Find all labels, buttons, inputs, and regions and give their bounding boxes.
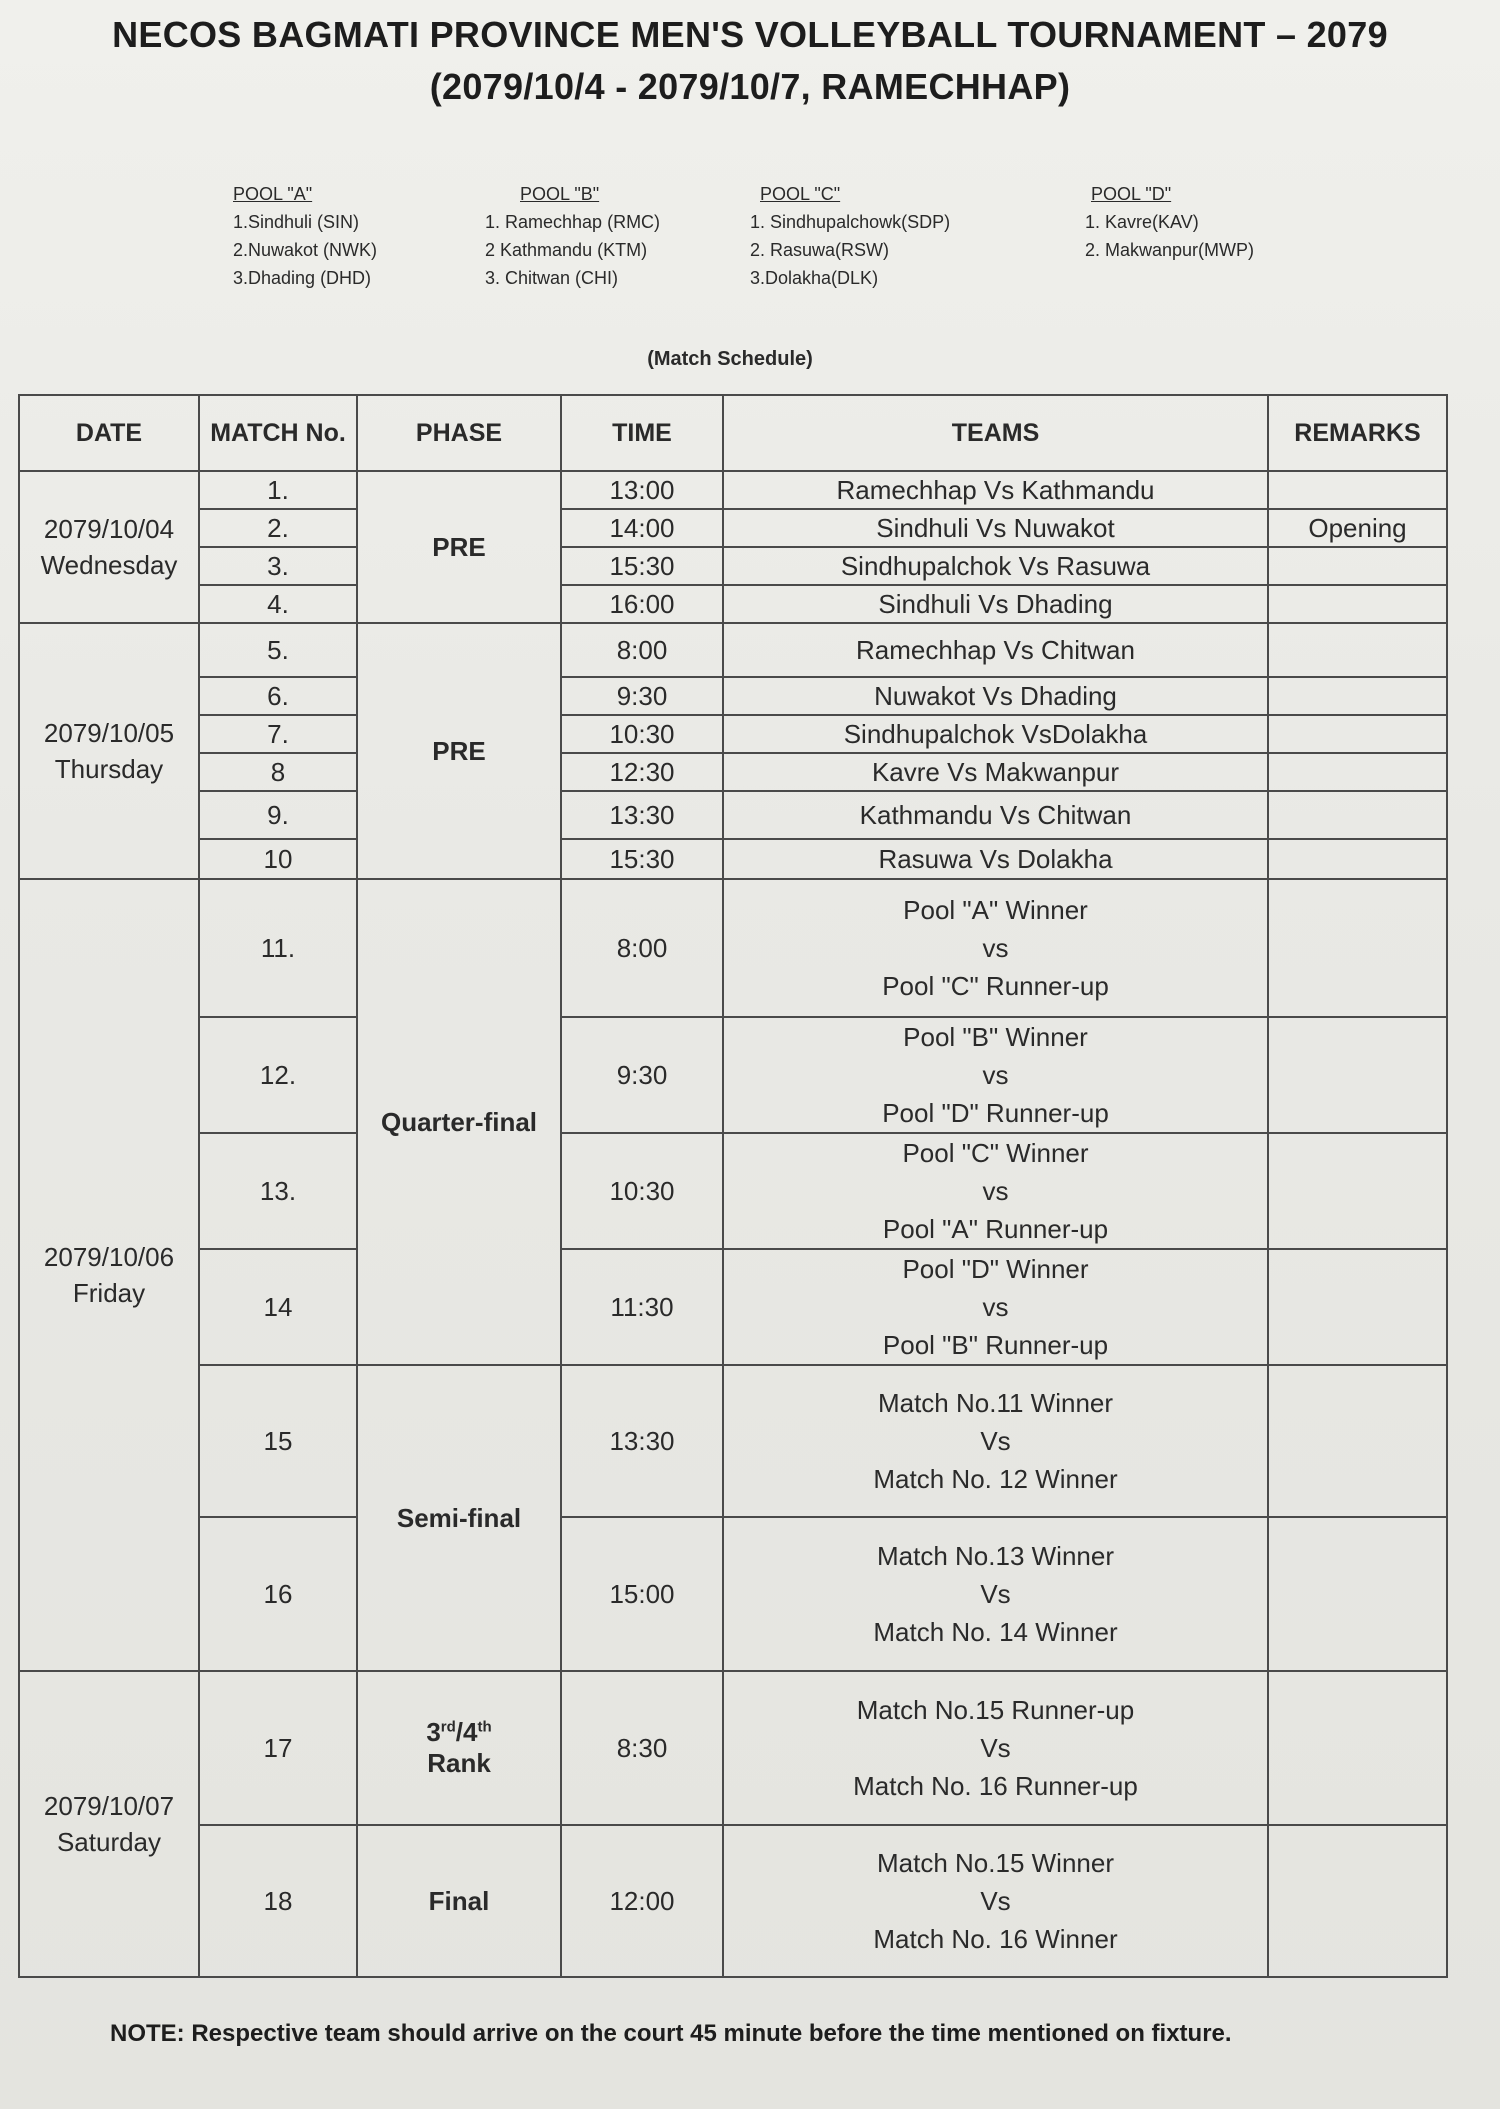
team-1: Match No.15 Runner-up: [856, 1695, 1135, 1725]
match-remarks: [1268, 791, 1447, 839]
match-teams: Sindhuli Vs Nuwakot: [723, 509, 1268, 547]
weekday-text: Saturday: [56, 1827, 162, 1857]
match-time: 13:30: [561, 791, 723, 839]
rank-word: Rank: [427, 1748, 491, 1778]
match-teams: Sindhupalchok Vs Rasuwa: [723, 547, 1268, 585]
header-teams: TEAMS: [723, 395, 1268, 471]
table-row: [19, 839, 1447, 879]
match-remarks: [1268, 1133, 1447, 1249]
match-remarks: [1268, 1365, 1447, 1517]
footer-note: NOTE: Respective team should arrive on the court 45 minute before the time mentioned on fixture.: [110, 2020, 1232, 2047]
vs-label: Vs: [980, 1579, 1011, 1609]
pool-team: 2.Nuwakot (NWK): [233, 240, 378, 260]
match-no: 2.: [199, 509, 357, 547]
team-2: Match No. 16 Winner: [873, 1924, 1118, 1954]
match-time: 10:30: [561, 715, 723, 753]
pool-team: 2. Makwanpur(MWP): [1085, 240, 1255, 260]
pool-team: 3.Dhading (DHD): [233, 268, 372, 288]
table-row: [19, 623, 1447, 677]
match-teams: [723, 1133, 1268, 1249]
match-teams: Kavre Vs Makwanpur: [723, 753, 1268, 791]
match-remarks: [1268, 753, 1447, 791]
match-time: 8:00: [561, 623, 723, 677]
match-teams: [723, 1825, 1268, 1977]
table-row: [19, 1671, 1447, 1825]
match-teams: [723, 1365, 1268, 1517]
match-remarks: [1268, 623, 1447, 677]
match-no: 7.: [199, 715, 357, 753]
table-row: [19, 585, 1447, 623]
header-time: TIME: [561, 395, 723, 471]
document-subtitle: (2079/10/4 - 2079/10/7, RAMECHHAP): [429, 66, 1071, 107]
pool-b: [485, 180, 660, 292]
match-time: 15:30: [561, 839, 723, 879]
match-time: 9:30: [561, 1017, 723, 1133]
match-no: 10: [199, 839, 357, 879]
match-remarks: [1268, 471, 1447, 509]
pool-heading: POOL "D": [1091, 184, 1172, 204]
match-teams: Kathmandu Vs Chitwan: [723, 791, 1268, 839]
vs-label: vs: [982, 933, 1009, 963]
team-2: Pool "C" Runner-up: [882, 971, 1109, 1001]
match-time: 13:30: [561, 1365, 723, 1517]
pool-team: 3. Chitwan (CHI): [485, 268, 619, 288]
rank-mid: /4: [455, 1717, 478, 1747]
table-row: [19, 547, 1447, 585]
table-row: [19, 879, 1447, 1017]
pool-team: 1. Ramechhap (RMC): [485, 212, 661, 232]
team-2: Match No. 12 Winner: [873, 1464, 1118, 1494]
match-teams: Rasuwa Vs Dolakha: [723, 839, 1268, 879]
match-teams: [723, 1517, 1268, 1671]
pool-heading: POOL "C": [760, 184, 841, 204]
table-row: [19, 509, 1447, 547]
phase-cell: PRE: [357, 623, 561, 879]
team-1: Match No.15 Winner: [877, 1848, 1114, 1878]
header-match-no: MATCH No.: [199, 395, 357, 471]
table-row: [19, 677, 1447, 715]
table-row: [19, 1825, 1447, 1977]
team-1: Pool "D" Winner: [902, 1254, 1089, 1284]
pool-team: 1. Kavre(KAV): [1085, 212, 1199, 232]
phase-cell: [357, 1671, 561, 1825]
match-time: 11:30: [561, 1249, 723, 1365]
rank-base: 3: [426, 1717, 441, 1747]
rank-sup-2: th: [477, 1718, 492, 1736]
date-text: 2079/10/06: [43, 1242, 175, 1272]
match-teams: Sindhupalchok VsDolakha: [723, 715, 1268, 753]
date-cell: [19, 471, 199, 623]
pool-team: 2 Kathmandu (KTM): [485, 240, 648, 260]
match-remarks: [1268, 839, 1447, 879]
table-row: [19, 1017, 1447, 1133]
match-no: 18: [199, 1825, 357, 1977]
team-1: Match No.11 Winner: [877, 1388, 1114, 1418]
pool-c: [750, 180, 950, 292]
date-cell: [19, 1671, 199, 1977]
pool-d: [1085, 180, 1254, 264]
pool-team: 2. Rasuwa(RSW): [750, 240, 890, 260]
match-teams: Ramechhap Vs Kathmandu: [723, 471, 1268, 509]
pool-team: 1.Sindhuli (SIN): [233, 212, 360, 232]
match-remarks: [1268, 1825, 1447, 1977]
match-remarks: [1268, 1249, 1447, 1365]
match-time: 12:30: [561, 753, 723, 791]
pool-heading: POOL "B": [520, 184, 600, 204]
table-row: [19, 791, 1447, 839]
vs-label: vs: [982, 1176, 1009, 1206]
team-2: Pool "B" Runner-up: [882, 1330, 1109, 1360]
document-title: NECOS BAGMATI PROVINCE MEN'S VOLLEYBALL TOURNAMENT – 2079: [112, 14, 1388, 55]
match-teams: Nuwakot Vs Dhading: [723, 677, 1268, 715]
phase-cell: PRE: [357, 471, 561, 623]
match-time: 10:30: [561, 1133, 723, 1249]
match-no: 9.: [199, 791, 357, 839]
match-time: 15:00: [561, 1517, 723, 1671]
rank-label: [362, 1717, 556, 1748]
pool-team: 3.Dolakha(DLK): [750, 268, 879, 288]
match-teams: Ramechhap Vs Chitwan: [723, 623, 1268, 677]
match-no: 16: [199, 1517, 357, 1671]
weekday-text: Friday: [72, 1278, 146, 1308]
weekday-text: Thursday: [54, 754, 164, 784]
date-text: 2079/10/04: [43, 514, 175, 544]
match-time: 12:00: [561, 1825, 723, 1977]
match-teams: [723, 1017, 1268, 1133]
vs-label: Vs: [980, 1733, 1011, 1763]
match-no: 15: [199, 1365, 357, 1517]
table-row: [19, 753, 1447, 791]
vs-label: Vs: [980, 1886, 1011, 1916]
table-row: [19, 1517, 1447, 1671]
team-2: Pool "D" Runner-up: [882, 1098, 1109, 1128]
phase-cell: Quarter-final: [357, 879, 561, 1365]
header-date: DATE: [19, 395, 199, 471]
vs-label: vs: [982, 1060, 1009, 1090]
match-no: 17: [199, 1671, 357, 1825]
date-text: 2079/10/05: [43, 718, 175, 748]
weekday-text: Wednesday: [40, 550, 178, 580]
match-time: 15:30: [561, 547, 723, 585]
match-schedule-table: [18, 394, 1448, 1978]
match-remarks: [1268, 677, 1447, 715]
date-cell: [19, 623, 199, 879]
match-teams: Sindhuli Vs Dhading: [723, 585, 1268, 623]
match-time: 14:00: [561, 509, 723, 547]
header-phase: PHASE: [357, 395, 561, 471]
match-time: 16:00: [561, 585, 723, 623]
table-row: [19, 1133, 1447, 1249]
table-row: [19, 1249, 1447, 1365]
match-no: 8: [199, 753, 357, 791]
match-no: 1.: [199, 471, 357, 509]
phase-cell: Final: [357, 1825, 561, 1977]
match-time: 8:00: [561, 879, 723, 1017]
date-text: 2079/10/07: [43, 1791, 175, 1821]
match-no: 12.: [199, 1017, 357, 1133]
team-1: Match No.13 Winner: [877, 1541, 1114, 1571]
match-time: 9:30: [561, 677, 723, 715]
date-cell: [19, 879, 199, 1671]
match-no: 14: [199, 1249, 357, 1365]
team-1: Pool "B" Winner: [903, 1022, 1088, 1052]
match-remarks: [1268, 1671, 1447, 1825]
match-remarks: Opening: [1268, 509, 1447, 547]
match-remarks: [1268, 1017, 1447, 1133]
match-no: 11.: [199, 879, 357, 1017]
header-remarks: REMARKS: [1268, 395, 1447, 471]
rank-sup-1: rd: [440, 1718, 456, 1736]
match-time: 13:00: [561, 471, 723, 509]
team-2: Match No. 14 Winner: [873, 1617, 1118, 1647]
pool-heading: POOL "A": [233, 184, 313, 204]
team-1: Pool "C" Winner: [902, 1138, 1089, 1168]
match-teams: [723, 879, 1268, 1017]
match-remarks: [1268, 1517, 1447, 1671]
match-time: 8:30: [561, 1671, 723, 1825]
match-remarks: [1268, 879, 1447, 1017]
team-1: Pool "A" Winner: [903, 895, 1088, 925]
match-teams: [723, 1671, 1268, 1825]
vs-label: Vs: [980, 1426, 1011, 1456]
table-row: [19, 1365, 1447, 1517]
vs-label: vs: [982, 1292, 1009, 1322]
match-remarks: [1268, 547, 1447, 585]
match-remarks: [1268, 585, 1447, 623]
match-no: 6.: [199, 677, 357, 715]
table-header-row: [19, 395, 1447, 471]
match-no: 13.: [199, 1133, 357, 1249]
match-no: 5.: [199, 623, 357, 677]
team-2: Match No. 16 Runner-up: [853, 1771, 1138, 1801]
match-teams: [723, 1249, 1268, 1365]
pool-a: [233, 180, 377, 292]
match-no: 3.: [199, 547, 357, 585]
pool-team: 1. Sindhupalchowk(SDP): [750, 212, 951, 232]
phase-cell: Semi-final: [357, 1365, 561, 1671]
team-2: Pool "A" Runner-up: [882, 1214, 1109, 1244]
schedule-label: (Match Schedule): [647, 348, 813, 370]
table-row: [19, 471, 1447, 509]
match-no: 4.: [199, 585, 357, 623]
match-remarks: [1268, 715, 1447, 753]
table-row: [19, 715, 1447, 753]
